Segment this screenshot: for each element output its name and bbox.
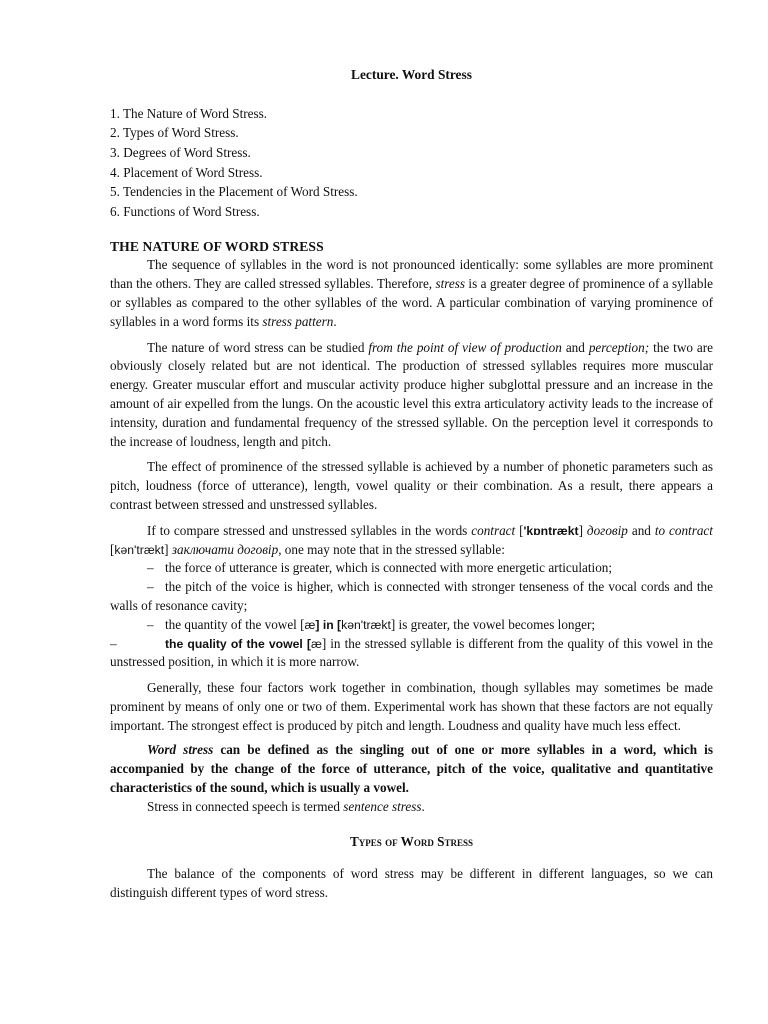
toc-item: 2. Types of Word Stress. <box>110 125 239 141</box>
text-run: . <box>333 313 337 329</box>
text-run: ] <box>321 635 327 651</box>
text-run: The nature of word stress can be studied <box>147 339 369 355</box>
paragraph-contract-example <box>110 522 713 560</box>
example-word: to contract <box>654 522 713 538</box>
list-item <box>110 616 713 635</box>
toc-item: 1. The Nature of Word Stress. <box>110 105 268 121</box>
dash-marker: – <box>147 579 154 595</box>
paragraph-stress-definition <box>110 256 713 331</box>
list-item-text: ] is greater, the vowel becomes longer; <box>390 616 596 632</box>
text-run: [ <box>110 541 115 557</box>
list-item-text: the force of utterance is greater, which is connected with more energetic articulation; <box>165 560 613 576</box>
page-title: Lecture. Word Stress <box>351 67 472 82</box>
paragraph-prominence-effect: The effect of prominence of the stressed syllable is achieved by a number of phonetic parameters such as pitch, loudness (force of utterance), length, vowel quality or their combination. As a result, there appears a contrast between stressed and unstressed syllables. <box>110 459 713 512</box>
term-word-stress: Word stress <box>147 742 214 758</box>
term-sentence-stress: sentence stress <box>343 798 422 814</box>
transcription: æ <box>310 636 322 651</box>
translation: договір <box>586 522 628 538</box>
text-run: If to compare stressed and unstressed syllables in the words <box>147 522 472 538</box>
toc-item: 3. Degrees of Word Stress. <box>110 144 251 160</box>
example-word: contract <box>471 522 516 538</box>
list-item-text: the quantity of the vowel [ <box>165 616 305 632</box>
term-production: from the point of view of production <box>368 339 562 355</box>
list-item-text: the pitch of the voice is higher, which is connected with stronger tenseness of the vocal cords and the walls of resonance cavity; <box>110 579 713 613</box>
toc-item: 6. Functions of Word Stress. <box>110 203 260 219</box>
text-run: [ <box>515 522 524 538</box>
translation: заключати договір <box>171 541 279 557</box>
list-item <box>110 578 713 616</box>
dash-marker: – <box>147 616 154 632</box>
definition-text: can be defined as the singling out of one or more syllables in a word, which is accompanied by the change of the force of utterance, pitch of the voice, qualitative and quantitative characteristics of the sound, which is usually a vowel. <box>110 742 713 796</box>
text-run: is a greater degree of prominence of a syllable or syllables as compared to the other syllables of the word. A particular combination of varying prominence of syllables in a word forms its <box>110 276 713 329</box>
transcription: æ <box>304 617 316 632</box>
table-of-contents <box>110 104 713 222</box>
dash-marker: – <box>110 635 117 651</box>
list-item <box>110 635 713 673</box>
transcription: kən'trækt <box>341 617 391 632</box>
paragraph-sentence-stress <box>110 798 713 817</box>
text-run: ] in [ <box>315 617 342 632</box>
paragraph-production-perception <box>110 339 713 452</box>
list-item-text: in the stressed syllable is different from the quality of this vowel in the unstressed position, in which it is more narrow. <box>110 635 713 670</box>
term-stress: stress <box>435 276 466 292</box>
text-run: and <box>627 522 655 538</box>
section-heading-types: Types of Word Stress <box>350 833 473 849</box>
term-perception: perception; <box>588 339 650 355</box>
word-stress-definition <box>110 741 713 797</box>
section-heading-nature: THE NATURE OF WORD STRESS <box>110 239 324 255</box>
dash-marker: – <box>147 560 154 576</box>
paragraph-types-intro: The balance of the components of word stress may be different in different languages, so we can distinguish different types of word stress. <box>110 866 713 901</box>
list-item <box>110 559 713 578</box>
text-run: , one may note that in the stressed syllable: <box>278 541 505 557</box>
text-run: the two are obviously closely related but are not identical. The production of stressed syllables requires more muscular energy. Greater muscular effort and muscular activity produce higher subglottal pressure and an increase in the amount of air expelled from the lungs. On the acoustic level this extra articulatory activity leads to the increase of intensity, duration and fundamental frequency of the stressed syllable. On the perception level it corresponds to the increase of loudness, length and pitch. <box>110 339 713 449</box>
paragraph-four-factors: Generally, these four factors work together in combination, though syllables may sometimes be made prominent by means of only one or two of them. Experimental work has shown that these factors are not equally important. The strongest effect is produced by pitch and length. Loudness and quality have much less effect. <box>110 680 713 733</box>
transcription: kən'trækt <box>114 542 165 557</box>
text-run: ] <box>164 541 172 557</box>
text-run: The sequence of syllables in the word is not pronounced identically: some syllables are more prominent than the others. They are called stressed syllables. Therefore, <box>110 257 713 292</box>
text-run: Stress in connected speech is termed <box>147 798 344 814</box>
toc-item: 4. Placement of Word Stress. <box>110 164 263 180</box>
text-run: and <box>561 339 589 355</box>
transcription: 'kɒntrækt <box>523 523 579 538</box>
list-item-text: the quality of the vowel [ <box>165 636 311 651</box>
text-run: ] <box>578 522 587 538</box>
term-stress-pattern: stress pattern <box>262 313 334 329</box>
toc-item: 5. Tendencies in the Placement of Word Stress. <box>110 184 358 200</box>
text-run: . <box>421 798 425 814</box>
